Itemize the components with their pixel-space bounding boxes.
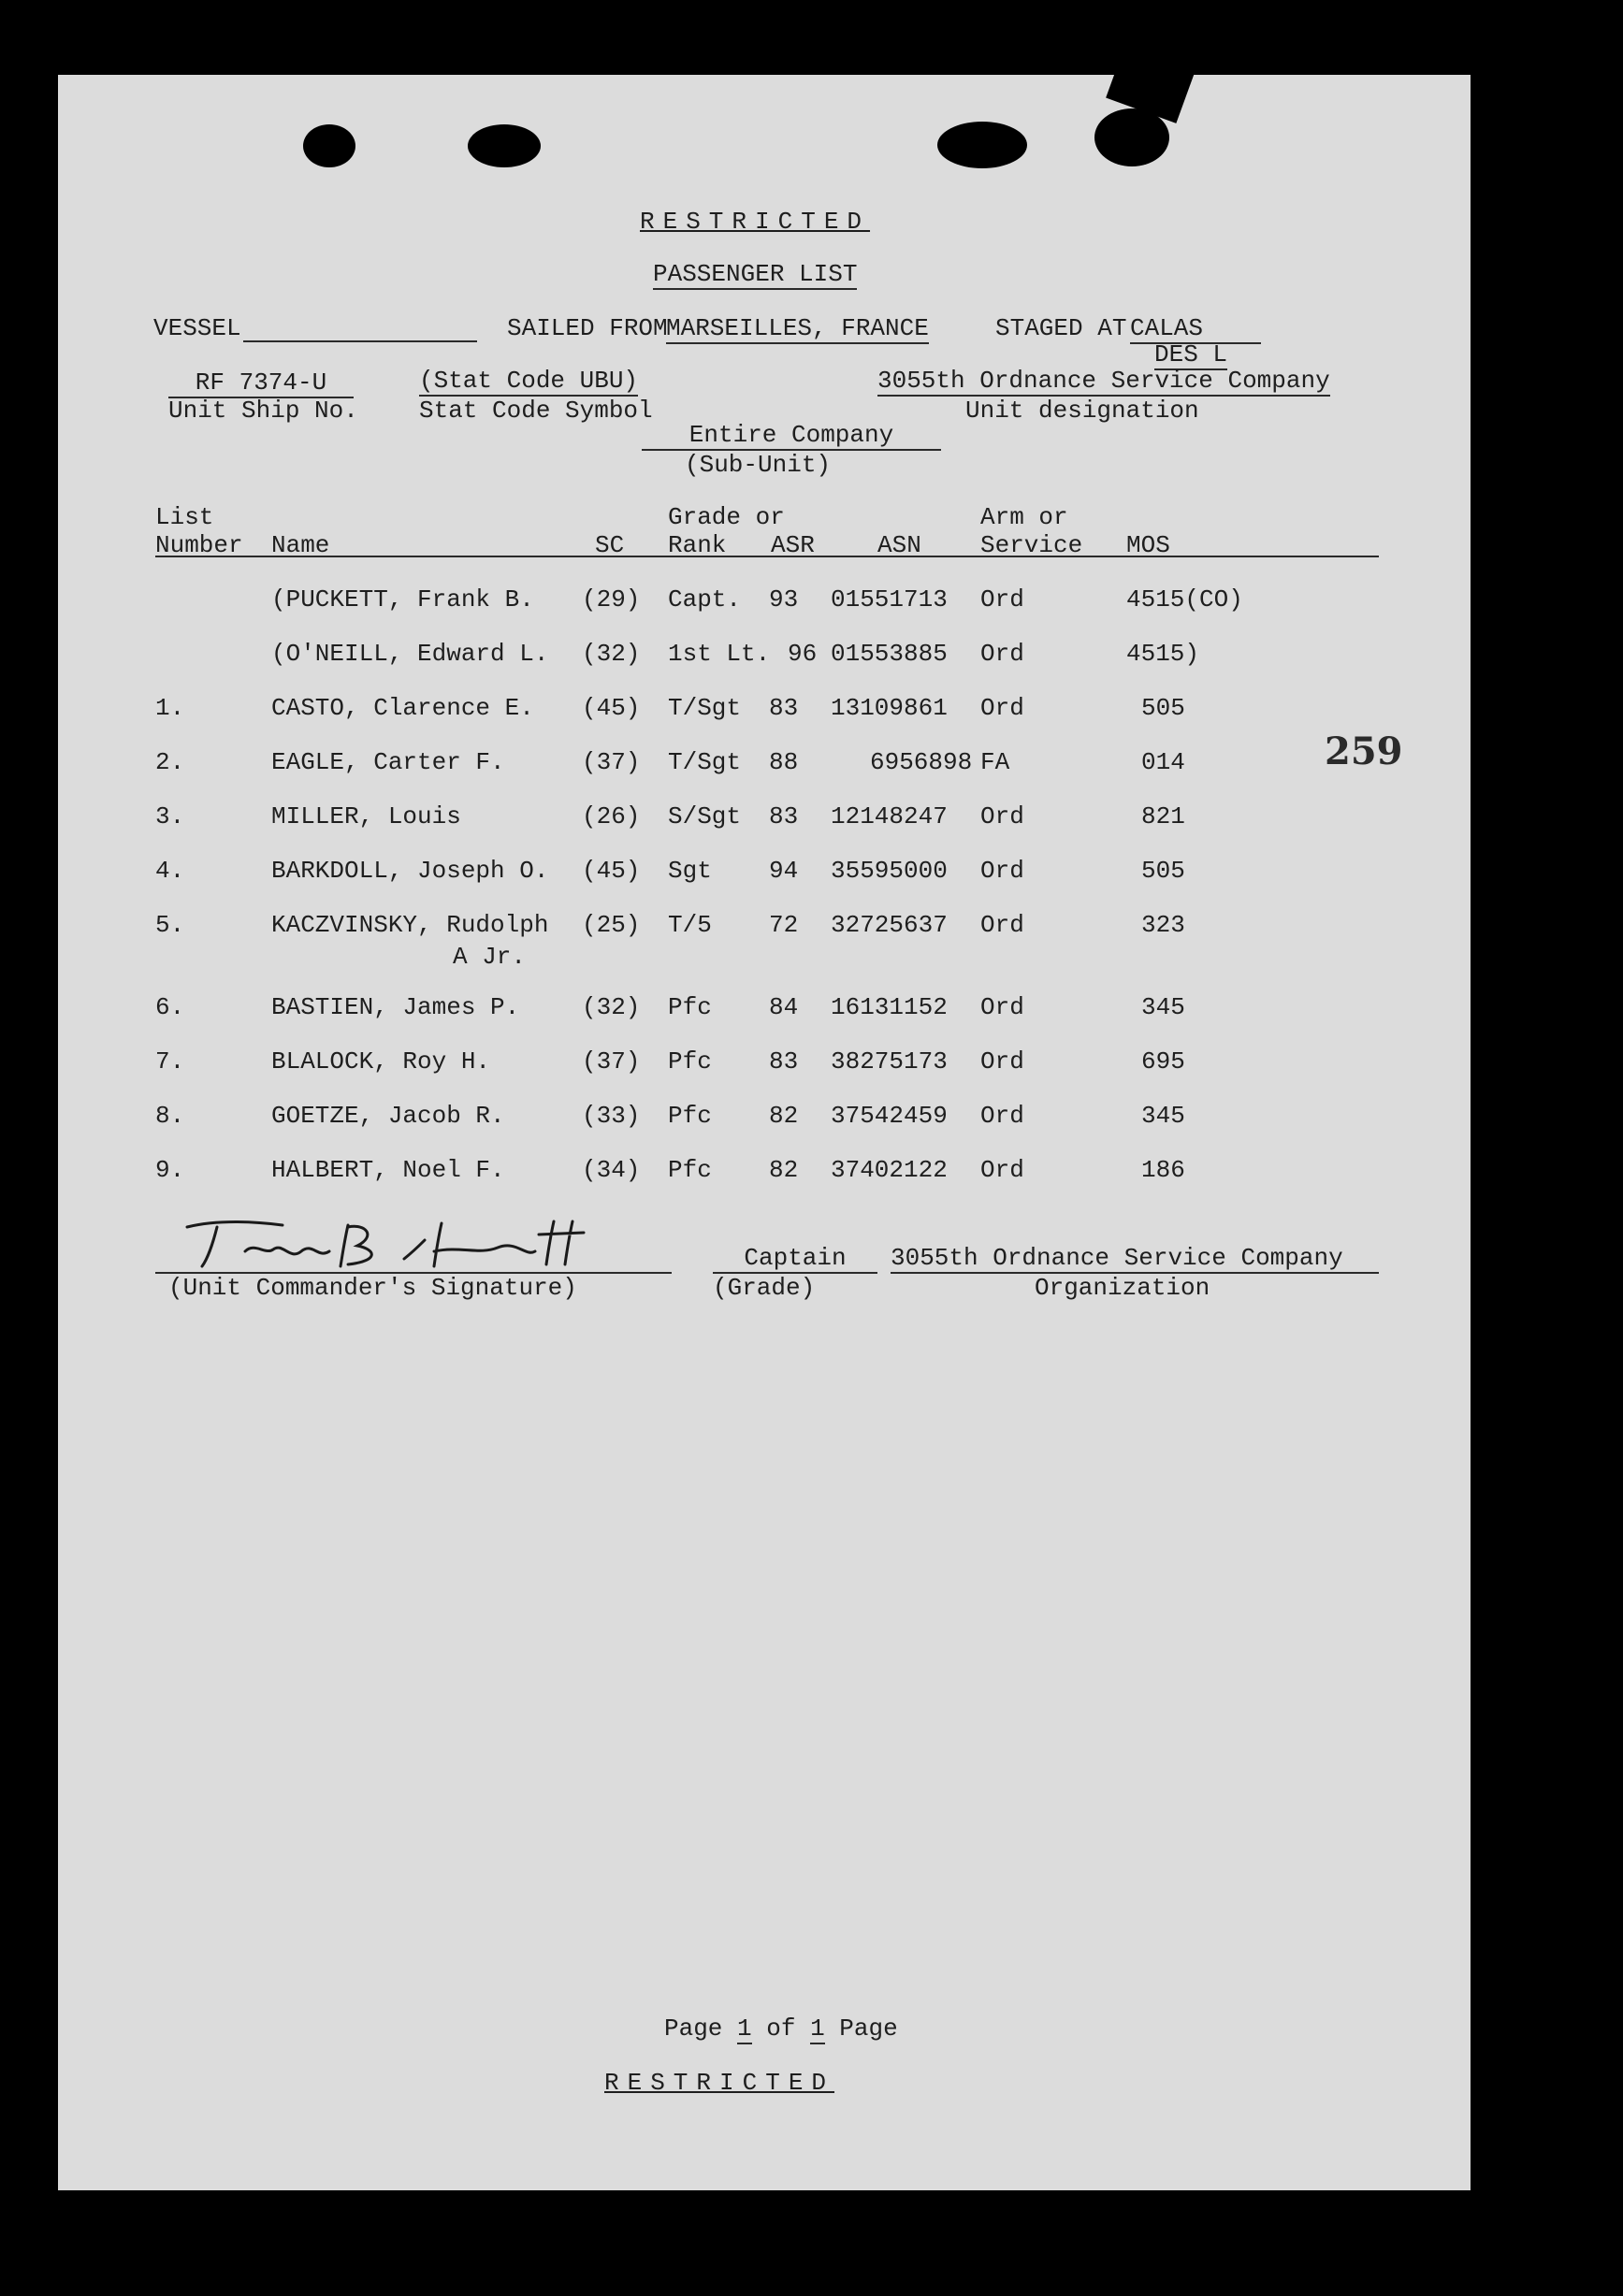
cell-name: (O'NEILL, Edward L.: [271, 640, 549, 668]
punch-hole: [468, 124, 541, 167]
page-text-2: of: [766, 2014, 796, 2043]
cell-asr: 96: [788, 640, 818, 668]
table-row: [58, 911, 1471, 976]
cell-grade: Pfc: [668, 1102, 712, 1130]
cell-sc: (32): [582, 640, 641, 668]
cell-list-number: 3.: [155, 802, 185, 830]
cell-sc: (25): [582, 911, 641, 939]
cell-sc: (45): [582, 694, 641, 722]
cell-asn: 37542459: [831, 1102, 948, 1130]
cell-grade: Sgt: [668, 857, 712, 885]
table-row: [58, 640, 1471, 677]
cell-arm: Ord: [980, 802, 1024, 830]
grade-value: Captain: [713, 1244, 877, 1274]
restricted-top-heading: RESTRICTED: [640, 208, 871, 236]
cell-name: EAGLE, Carter F.: [271, 748, 505, 776]
cell-arm: Ord: [980, 1156, 1024, 1184]
col-asn-header: ASN: [877, 531, 921, 559]
cell-list-number: 5.: [155, 911, 185, 939]
cell-arm: Ord: [980, 911, 1024, 939]
cell-grade: 1st Lt.: [668, 640, 771, 668]
cell-mos: 505: [1141, 857, 1185, 885]
passenger-list-title: PASSENGER LIST: [653, 260, 858, 288]
cell-name: HALBERT, Noel F.: [271, 1156, 505, 1184]
cell-arm: Ord: [980, 585, 1024, 614]
cell-list-number: 8.: [155, 1102, 185, 1130]
sailed-from-value: MARSEILLES, FRANCE: [666, 314, 929, 342]
grade-label: (Grade): [713, 1274, 816, 1302]
page-text-1: Page: [664, 2014, 723, 2043]
col-grade-line2: Rank: [668, 531, 727, 559]
cell-arm: Ord: [980, 993, 1024, 1021]
cell-sc: (45): [582, 857, 641, 885]
cell-grade: Pfc: [668, 1156, 712, 1184]
table-row: [58, 585, 1471, 623]
cell-mos: 4515): [1126, 640, 1200, 668]
cell-list-number: 9.: [155, 1156, 185, 1184]
col-arm-line2: Service: [980, 531, 1083, 559]
cell-grade: Pfc: [668, 1047, 712, 1076]
cell-mos: 323: [1141, 911, 1185, 939]
cell-asr: 82: [769, 1102, 799, 1130]
cell-mos: 186: [1141, 1156, 1185, 1184]
col-mos-header: MOS: [1126, 531, 1170, 559]
cell-arm: Ord: [980, 1102, 1024, 1130]
cell-asn: 6956898: [870, 748, 973, 776]
col-list-number-line2: Number: [155, 531, 243, 559]
sailed-from-label: SAILED FROM: [507, 314, 668, 342]
stat-code-label: Stat Code Symbol: [419, 397, 653, 425]
staged-at-value-2: DES L: [1154, 340, 1228, 368]
page-text-3: Page: [839, 2014, 898, 2043]
table-row: [58, 1156, 1471, 1193]
unit-designation-label: Unit designation: [965, 397, 1199, 425]
cell-asr: 72: [769, 911, 799, 939]
cell-asr: 82: [769, 1156, 799, 1184]
cell-mos: 345: [1141, 1102, 1185, 1130]
cell-list-number: 7.: [155, 1047, 185, 1076]
cell-asn: 16131152: [831, 993, 948, 1021]
stat-code-value: (Stat Code UBU): [419, 367, 639, 395]
organization-label: Organization: [1035, 1274, 1210, 1302]
cell-asn: 13109861: [831, 694, 948, 722]
col-sc-header: SC: [595, 531, 625, 559]
cell-name: CASTO, Clarence E.: [271, 694, 534, 722]
cell-mos: 4515(CO): [1126, 585, 1243, 614]
header-rule: [155, 556, 1379, 557]
cell-sc: (37): [582, 1047, 641, 1076]
cell-arm: Ord: [980, 857, 1024, 885]
cell-mos: 505: [1141, 694, 1185, 722]
cell-grade: Capt.: [668, 585, 742, 614]
col-grade-line1: Grade or: [668, 503, 785, 531]
cell-list-number: 6.: [155, 993, 185, 1021]
staged-at-label: STAGED AT: [995, 314, 1127, 342]
page-indicator: [664, 2014, 898, 2043]
cell-asn: 01551713: [831, 585, 948, 614]
cell-asr: 84: [769, 993, 799, 1021]
unit-designation-value: 3055th Ordnance Service Company: [877, 367, 1330, 395]
handwritten-signature: [180, 1214, 666, 1279]
col-asr-header: ASR: [771, 531, 815, 559]
cell-name: BASTIEN, James P.: [271, 993, 520, 1021]
cell-grade: Pfc: [668, 993, 712, 1021]
cell-mos: 014: [1141, 748, 1185, 776]
table-row: [58, 748, 1471, 786]
cell-asr: 83: [769, 802, 799, 830]
cell-grade: T/Sgt: [668, 694, 742, 722]
table-row: [58, 857, 1471, 894]
col-arm-line1: Arm or: [980, 503, 1068, 531]
unit-ship-no-value: RF 7374-U: [168, 368, 354, 398]
cell-name: MILLER, Louis: [271, 802, 461, 830]
cell-asr: 83: [769, 694, 799, 722]
stamped-number: 259: [1325, 729, 1403, 773]
cell-arm: Ord: [980, 640, 1024, 668]
cell-sc: (37): [582, 748, 641, 776]
cell-asr: 88: [769, 748, 799, 776]
sub-unit-value: Entire Company: [642, 421, 941, 451]
cell-asn: 37402122: [831, 1156, 948, 1184]
cell-sc: (33): [582, 1102, 641, 1130]
staged-at-value-1: CALAS: [1130, 314, 1261, 344]
cell-arm: FA: [980, 748, 1010, 776]
cell-asr: 93: [769, 585, 799, 614]
cell-arm: Ord: [980, 1047, 1024, 1076]
cell-asn: 01553885: [831, 640, 948, 668]
vessel-blank-line: [243, 340, 477, 342]
restricted-bottom-heading: RESTRICTED: [604, 2069, 835, 2097]
col-name-header: Name: [271, 531, 330, 559]
cell-grade: T/5: [668, 911, 712, 939]
document-page: [58, 75, 1471, 2190]
cell-asn: 12148247: [831, 802, 948, 830]
organization-value: 3055th Ordnance Service Company: [891, 1244, 1379, 1274]
commander-signature-label: (Unit Commander's Signature): [168, 1274, 577, 1302]
unit-ship-no-label: Unit Ship No.: [168, 397, 358, 425]
cell-name: KACZVINSKY, Rudolph: [271, 911, 549, 939]
cell-asn: 35595000: [831, 857, 948, 885]
cell-mos: 695: [1141, 1047, 1185, 1076]
table-row: [58, 694, 1471, 731]
vessel-label: VESSEL: [153, 314, 241, 342]
col-list-number-line1: List: [155, 503, 214, 531]
sub-unit-label: (Sub-Unit): [685, 451, 832, 479]
cell-list-number: 2.: [155, 748, 185, 776]
cell-sc: (26): [582, 802, 641, 830]
table-row: [58, 993, 1471, 1031]
page-total: 1: [810, 2014, 825, 2043]
cell-mos: 821: [1141, 802, 1185, 830]
cell-asn: 32725637: [831, 911, 948, 939]
table-row: [58, 802, 1471, 840]
cell-name: GOETZE, Jacob R.: [271, 1102, 505, 1130]
cell-list-number: 1.: [155, 694, 185, 722]
punch-hole: [303, 124, 355, 167]
cell-sc: (32): [582, 993, 641, 1021]
table-row: [58, 1047, 1471, 1085]
punch-hole: [1094, 108, 1169, 166]
cell-grade: S/Sgt: [668, 802, 742, 830]
cell-list-number: 4.: [155, 857, 185, 885]
cell-name: (PUCKETT, Frank B.: [271, 585, 534, 614]
cell-grade: T/Sgt: [668, 748, 742, 776]
page-current: 1: [737, 2014, 752, 2043]
cell-sc: (34): [582, 1156, 641, 1184]
punch-hole: [937, 122, 1027, 168]
cell-name: BARKDOLL, Joseph O.: [271, 857, 549, 885]
table-row: [58, 1102, 1471, 1139]
cell-arm: Ord: [980, 694, 1024, 722]
cell-asn: 38275173: [831, 1047, 948, 1076]
cell-sc: (29): [582, 585, 641, 614]
cell-asr: 83: [769, 1047, 799, 1076]
cell-asr: 94: [769, 857, 799, 885]
cell-name: BLALOCK, Roy H.: [271, 1047, 491, 1076]
cell-name-continuation: A Jr.: [453, 943, 527, 971]
cell-mos: 345: [1141, 993, 1185, 1021]
